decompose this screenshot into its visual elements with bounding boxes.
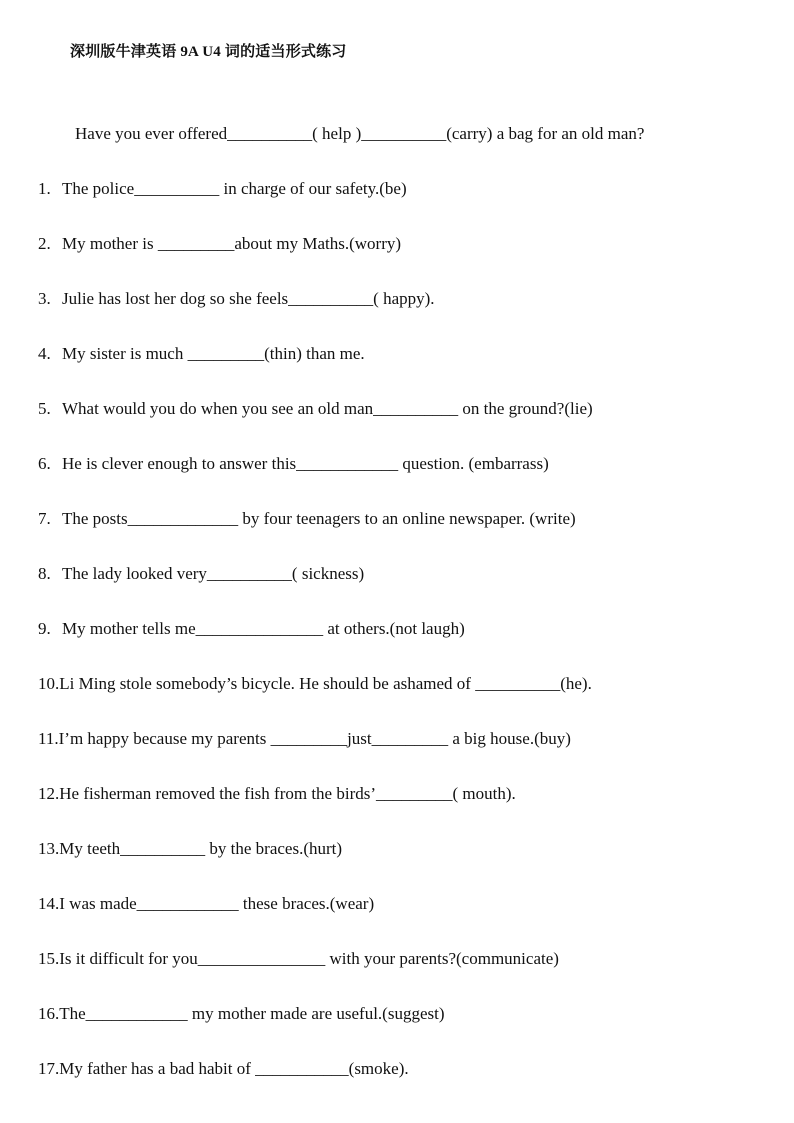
item-number: 17.: [38, 1059, 60, 1078]
item-text: What would you do when you see an old man__________ on the ground?(lie): [62, 399, 593, 418]
example-sentence: Have you ever offered__________( help )__________(carry) a bag for an old man?: [75, 124, 645, 143]
item-number: 2.: [38, 234, 51, 253]
item-number: 8.: [38, 564, 51, 583]
item-number: 7.: [38, 509, 51, 528]
item-number: 3.: [38, 289, 51, 308]
item-number: 1.: [38, 179, 51, 198]
item-text: Julie has lost her dog so she feels__________( happy).: [62, 289, 435, 308]
exercise-list: [38, 179, 593, 1114]
exercise-item-3: [38, 289, 593, 344]
exercise-item-6: [38, 454, 593, 509]
exercise-item-10: [38, 674, 593, 729]
item-text: My mother is _________about my Maths.(worry): [62, 234, 402, 253]
item-text: My sister is much _________(thin) than me.: [62, 344, 365, 363]
item-number: 15.: [38, 949, 60, 968]
item-text: The posts_____________ by four teenagers to an online newspaper. (write): [62, 509, 576, 528]
exercise-item-13: [38, 839, 593, 894]
page-title: 深圳版牛津英语 9A U4 词的适当形式练习: [70, 44, 347, 60]
item-number: 14.: [38, 894, 60, 913]
item-number: 4.: [38, 344, 51, 363]
item-number: 13.: [38, 839, 60, 858]
item-text: My teeth__________ by the braces.(hurt): [59, 839, 343, 858]
item-text: Is it difficult for you_______________ with your parents?(communicate): [59, 949, 559, 968]
exercise-item-2: [38, 234, 593, 289]
item-number: 10.: [38, 674, 60, 693]
item-text: I was made____________ these braces.(wear): [59, 894, 375, 913]
item-text: I’m happy because my parents _________just_________ a big house.(buy): [58, 729, 571, 748]
exercise-item-9: [38, 619, 593, 674]
exercise-item-7: [38, 509, 593, 564]
item-number: 6.: [38, 454, 51, 473]
exercise-item-5: [38, 399, 593, 454]
item-text: The police__________ in charge of our safety.(be): [62, 179, 407, 198]
exercise-item-17: [38, 1059, 593, 1114]
exercise-item-16: [38, 1004, 593, 1059]
exercise-item-11: [38, 729, 593, 784]
exercise-item-1: [38, 179, 593, 234]
item-number: 16.: [38, 1004, 60, 1023]
item-number: 11.: [38, 729, 59, 748]
item-text: He is clever enough to answer this____________ question. (embarrass): [62, 454, 549, 473]
exercise-item-15: [38, 949, 593, 1004]
item-text: My father has a bad habit of ___________(smoke).: [59, 1059, 409, 1078]
exercise-item-12: [38, 784, 593, 839]
item-text: The lady looked very__________( sickness): [62, 564, 365, 583]
exercise-item-8: [38, 564, 593, 619]
item-number: 12.: [38, 784, 60, 803]
item-text: My mother tells me_______________ at others.(not laugh): [62, 619, 465, 638]
item-number: 9.: [38, 619, 51, 638]
item-text: He fisherman removed the fish from the birds’_________( mouth).: [59, 784, 516, 803]
item-number: 5.: [38, 399, 51, 418]
item-text: The____________ my mother made are useful.(suggest): [59, 1004, 445, 1023]
exercise-item-4: [38, 344, 593, 399]
exercise-item-14: [38, 894, 593, 949]
item-text: Li Ming stole somebody’s bicycle. He should be ashamed of __________(he).: [59, 674, 592, 693]
